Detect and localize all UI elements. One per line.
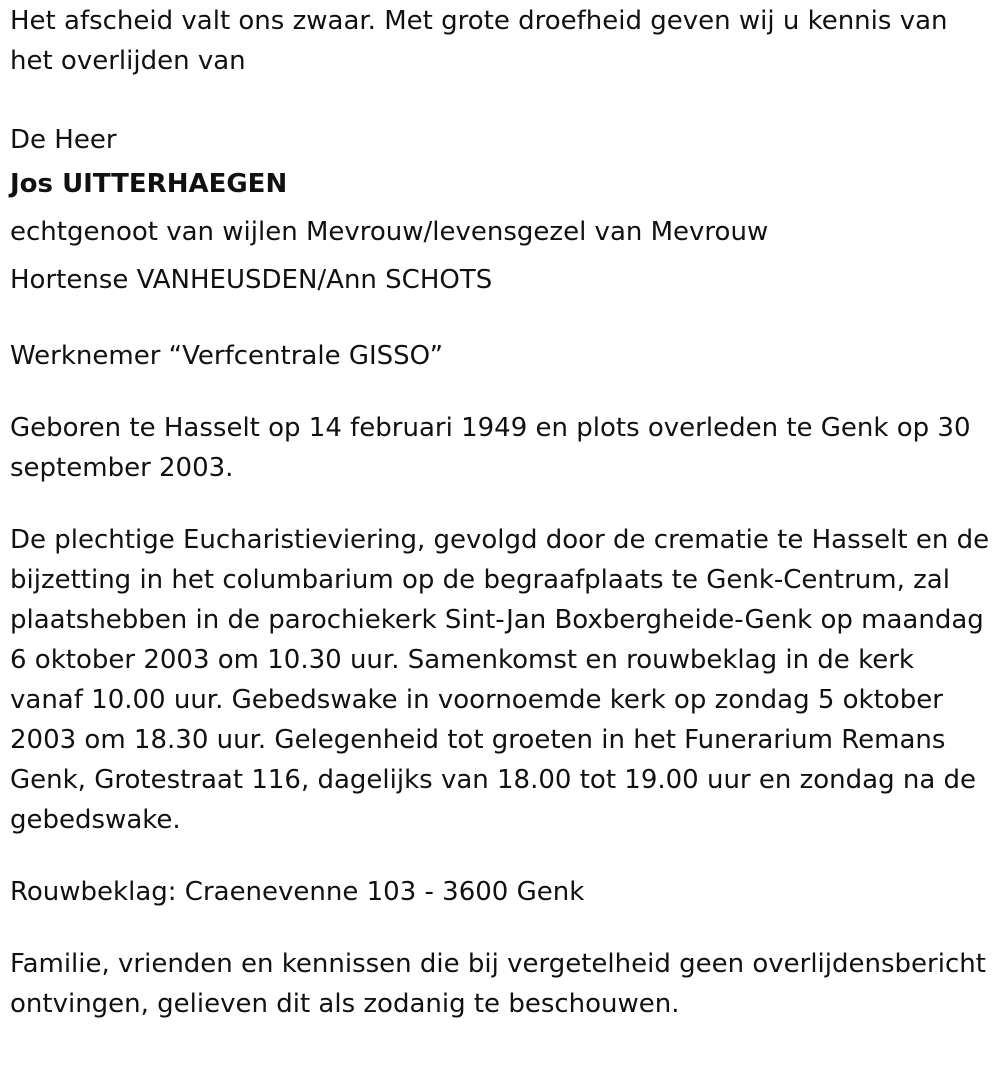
deceased-name: Jos UITTERHAEGEN [10,169,288,199]
closing-text: Familie, vrienden en kennissen die bij vergetelheid geen overlijdensbericht ontvingen, gelieven dit als zodanig te beschouwen. [10,949,986,1019]
relation-line-1: echtgenoot van wijlen Mevrouw/levensgezel van Mevrouw [10,217,769,247]
intro-text: Het afscheid valt ons zwaar. Met grote droefheid geven wij u kennis van het overlijden van [10,6,948,76]
condolence-address: Rouwbeklag: Craenevenne 103 - 3600 Genk [10,877,585,907]
birth-death-text: Geboren te Hasselt op 14 februari 1949 en plots overleden te Genk op 30 september 2003. [10,413,971,483]
employment-text: Werknemer “Verfcentrale GISSO” [10,341,444,371]
ceremony-text: De plechtige Eucharistieviering, gevolgd door de crematie te Hasselt en de bijzetting in het columbarium op de begraafplaats te Genk-Centrum, zal plaatshebben in de parochiekerk Sint-Jan Boxbergheide-Genk op maandag 6 oktober 2003 om 10.30 uur. Samenkomst en rouwbeklag in de kerk vanaf 10.00 uur. Gebedswake in voornoemde kerk op zondag 5 oktober 2003 om 18.30 uur. Gelegenheid tot groeten in het Funerarium Remans Genk, Grotestraat 116, dagelijks van 18.00 tot 19.00 uur en zondag na de gebedswake. [10,525,990,835]
relation-line-2: Hortense VANHEUSDEN/Ann SCHOTS [10,265,493,295]
honorific-title: De Heer [10,125,117,155]
